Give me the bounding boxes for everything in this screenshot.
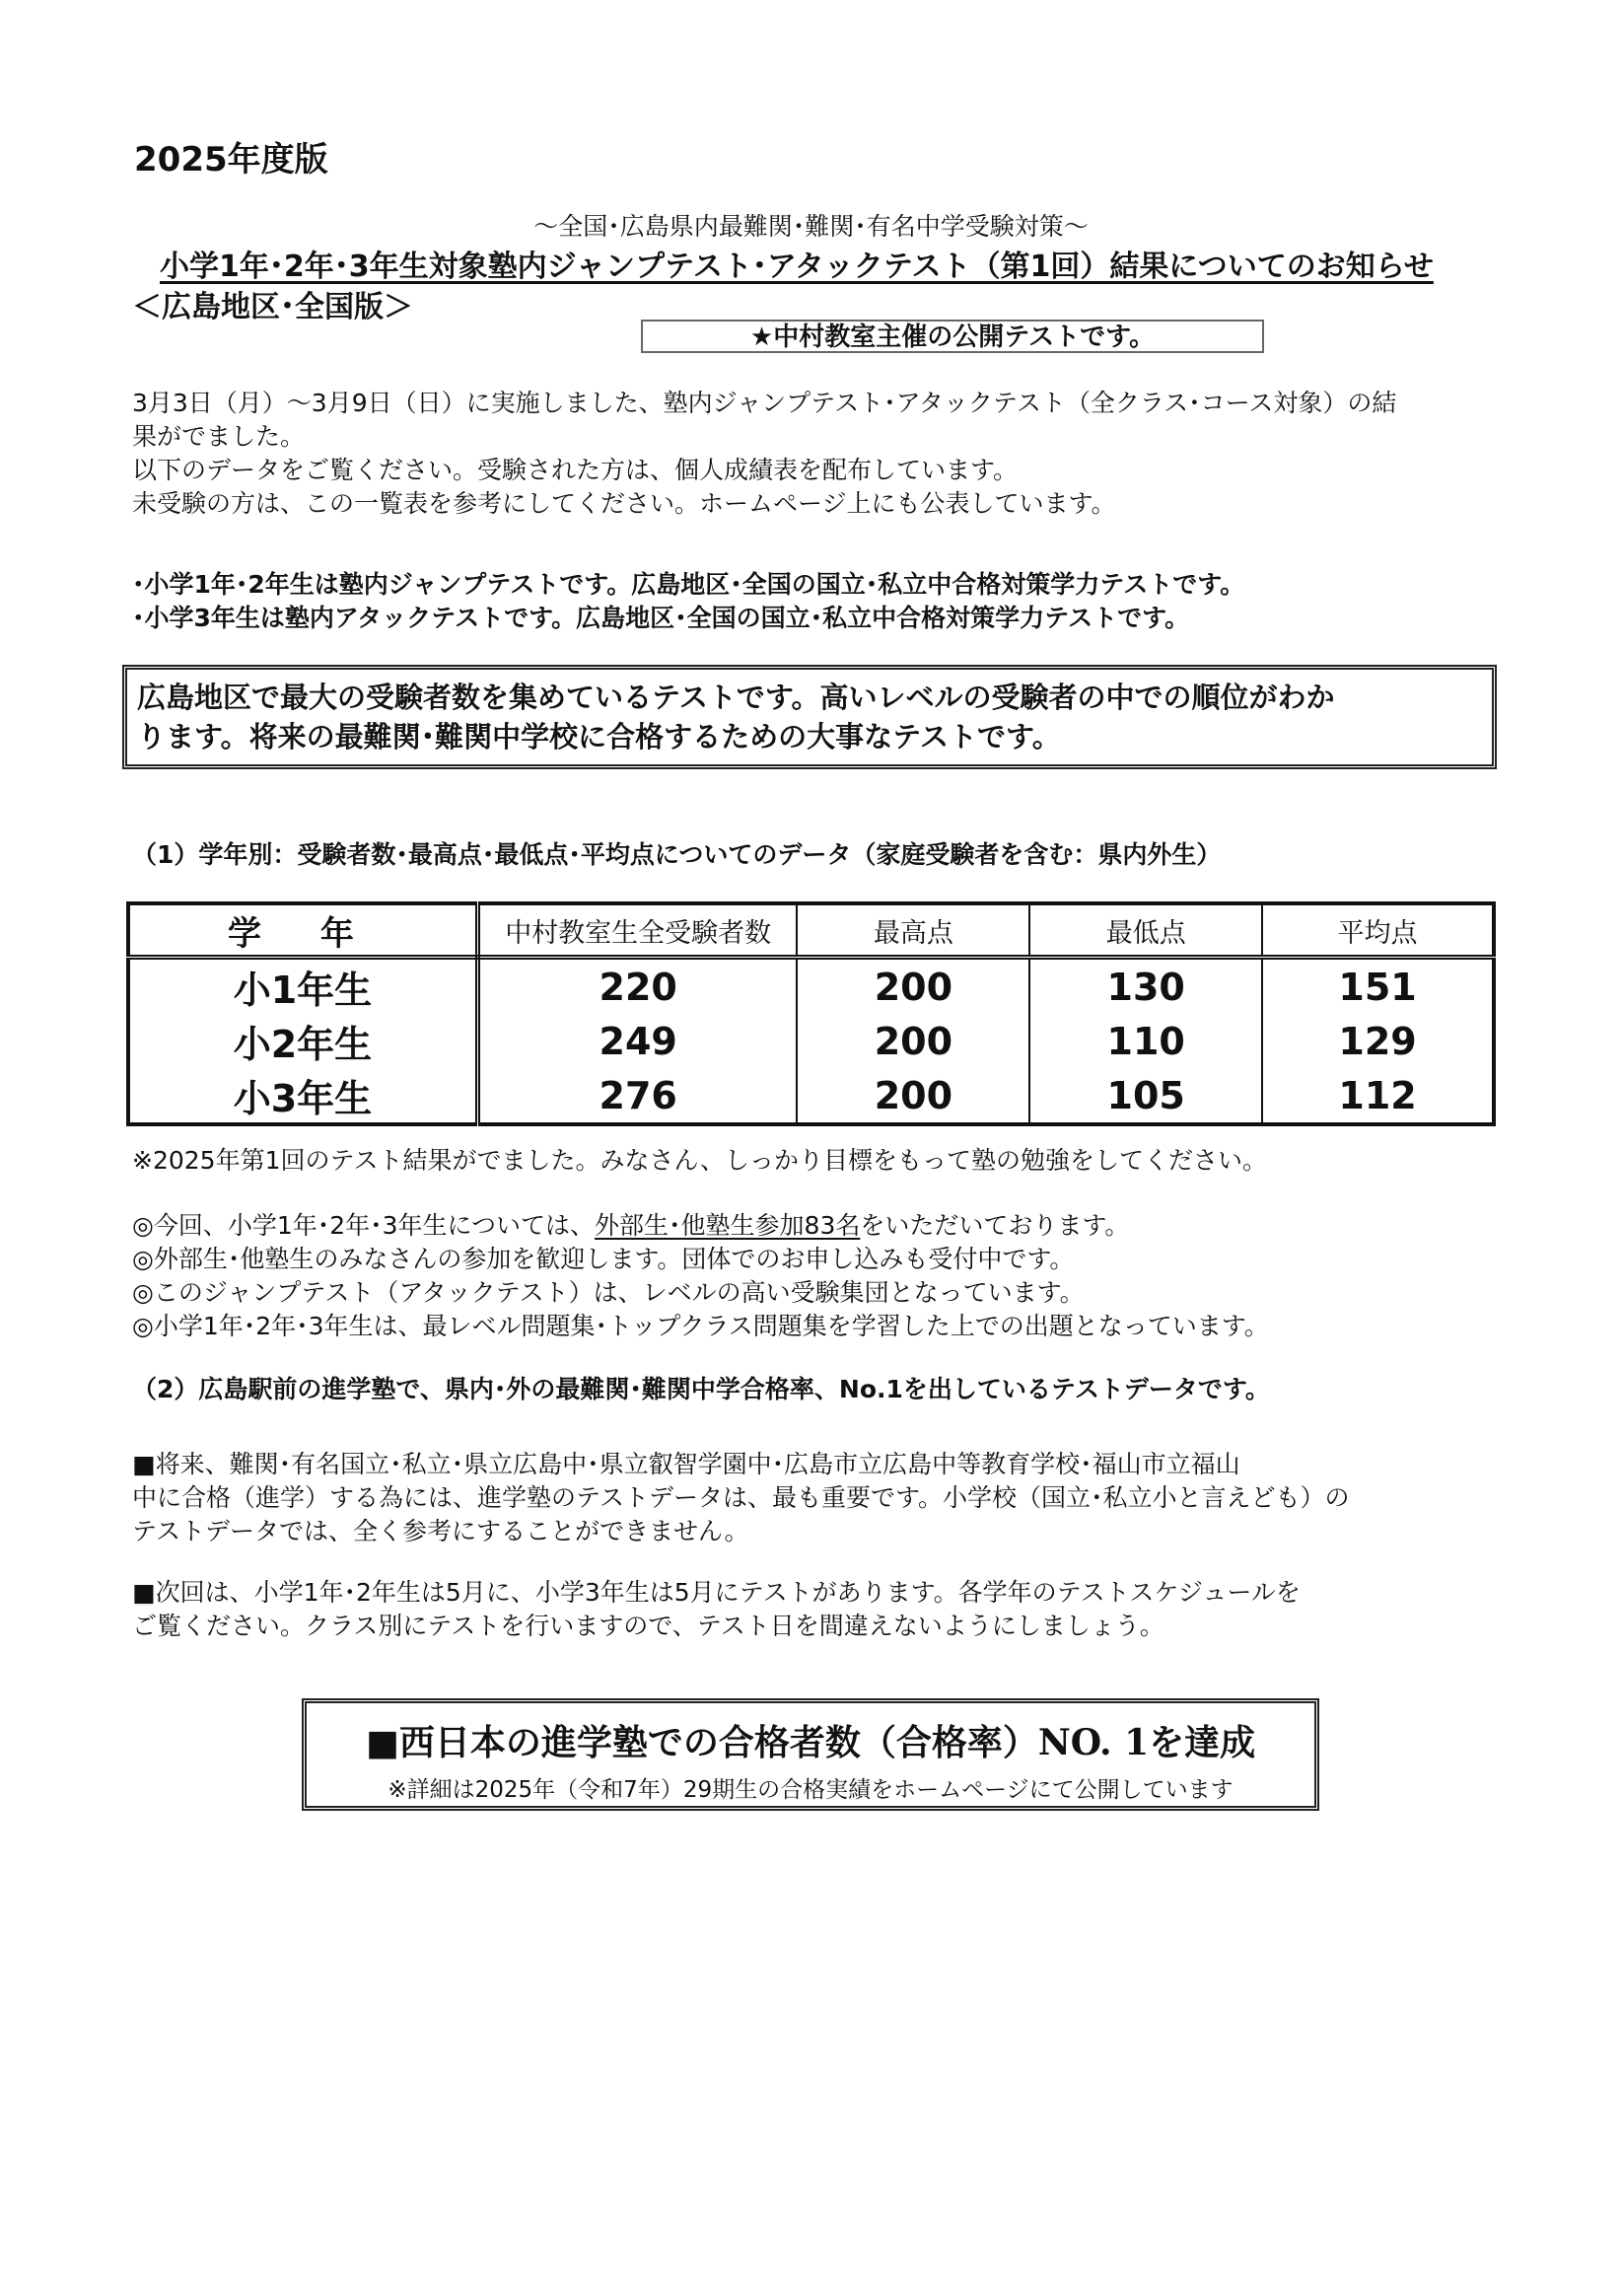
intro-line-2: 果がでました。	[132, 422, 306, 451]
examinees-cell: 220	[477, 958, 797, 1015]
min-cell: 105	[1029, 1068, 1262, 1124]
grade-cell: 小1年生	[128, 958, 477, 1015]
intro-line-3: 以下のデータをご覧ください。受験された方は、個人成績表を配布しています。	[132, 456, 1019, 484]
max-cell: 200	[797, 1068, 1029, 1124]
host-note-box: ★中村教室主催の公開テストです。	[641, 320, 1264, 353]
section2-heading: （2）広島駅前の進学塾で、県内･外の最難関･難関中学合格率、No.1を出しているテストデータです。	[132, 1375, 1270, 1403]
grade-cell: 小3年生	[128, 1068, 477, 1124]
avg-cell: 129	[1262, 1014, 1494, 1068]
examinees-cell: 249	[477, 1014, 797, 1068]
max-cell: 200	[797, 958, 1029, 1015]
intro-line-4: 未受験の方は、この一覧表を参考にしてください。ホームページ上にも公表しています。	[132, 489, 1116, 518]
header-examinees: 中村教室生全受験者数	[477, 903, 797, 958]
future-line-1: ■将来、難関･有名国立･私立･県立広島中･県立叡智学園中･広島市立広島中等教育学校･福山市立福山	[132, 1450, 1240, 1478]
future-line-3: テストデータでは、全く参考にすることができません。	[132, 1517, 749, 1545]
record-note: ※詳細は2025年（令和7年）29期生の合格実績をホームページにて公開しています	[388, 1777, 1234, 1803]
min-cell: 110	[1029, 1014, 1262, 1068]
table-row	[128, 1014, 1494, 1068]
results-table	[126, 901, 1496, 1126]
region-label: ＜広島地区･全国版＞	[132, 290, 413, 324]
next-line-2: ご覧ください。クラス別にテストを行いますので、テスト日を間違えないようにしましょう。	[132, 1612, 1164, 1640]
after-table-note: ※2025年第1回のテスト結果がでました。みなさん、しっかり目標をもって塾の勉強をしてください。	[132, 1146, 1267, 1175]
edition-label: 2025年度版	[134, 140, 328, 179]
bullet-2: ◎外部生･他塾生のみなさんの参加を歓迎します。団体でのお申し込みも受付中です。	[132, 1245, 1075, 1273]
intro-line-1: 3月3日（月）～3月9日（日）に実施しました、塾内ジャンプテスト･アタックテスト（全クラス･コース対象）の結	[132, 389, 1397, 417]
table-row	[128, 958, 1494, 1015]
header-avg: 平均点	[1262, 903, 1494, 958]
record-box	[302, 1698, 1319, 1811]
grade-cell: 小2年生	[128, 1014, 477, 1068]
subtitle: ～全国･広島県内最難関･難関･有名中学受験対策～	[533, 212, 1089, 241]
bullet-1-underlined: 外部生･他塾生参加83名	[595, 1211, 861, 1240]
section1-heading: （1）学年別：受験者数･最高点･最低点･平均点についてのデータ（家庭受験者を含む：県内外生）	[132, 840, 1222, 869]
highlight-line-2: ります。将来の最難関･難関中学校に合格するための大事なテストです。	[137, 720, 1061, 753]
future-line-2: 中に合格（進学）する為には、進学塾のテストデータは、最も重要です。小学校（国立･私立小と言えども）の	[132, 1483, 1350, 1512]
table-header-row	[128, 903, 1494, 958]
test-type-line-1: ･小学1年･2年生は塾内ジャンプテストです。広島地区･全国の国立･私立中合格対策学力テストです。	[132, 570, 1245, 599]
highlight-box	[122, 665, 1497, 769]
header-max: 最高点	[797, 903, 1029, 958]
min-cell: 130	[1029, 958, 1262, 1015]
bullet-1	[132, 1211, 1129, 1241]
table-row	[128, 1068, 1494, 1124]
header-grade: 学 年	[128, 903, 477, 958]
examinees-cell: 276	[477, 1068, 797, 1124]
bullet-1-prefix: ◎今回、小学1年･2年･3年生については、	[132, 1211, 596, 1240]
bullet-3: ◎このジャンプテスト（アタックテスト）は、レベルの高い受験集団となっています。	[132, 1278, 1085, 1307]
next-line-1: ■次回は、小学1年･2年生は5月に、小学3年生は5月にテストがあります。各学年のテストスケジュールを	[132, 1578, 1301, 1607]
test-type-line-2: ･小学3年生は塾内アタックテストです。広島地区･全国の国立･私立中合格対策学力テストです。	[132, 604, 1190, 632]
bullet-1-suffix: をいただいております。	[860, 1211, 1130, 1240]
document-title: 小学1年･2年･3年生対象塾内ジャンプテスト･アタックテスト（第1回）結果についてのお知らせ	[160, 250, 1434, 284]
record-title: ■西日本の進学塾での合格者数（合格率）NO. 1を達成	[365, 1722, 1256, 1763]
highlight-line-1: 広島地区で最大の受験者数を集めているテストです。高いレベルの受験者の中での順位がわか	[137, 681, 1335, 714]
header-min: 最低点	[1029, 903, 1262, 958]
bullet-4: ◎小学1年･2年･3年生は、最レベル問題集･トップクラス問題集を学習した上での出題となっています。	[132, 1312, 1269, 1340]
avg-cell: 151	[1262, 958, 1494, 1015]
avg-cell: 112	[1262, 1068, 1494, 1124]
max-cell: 200	[797, 1014, 1029, 1068]
